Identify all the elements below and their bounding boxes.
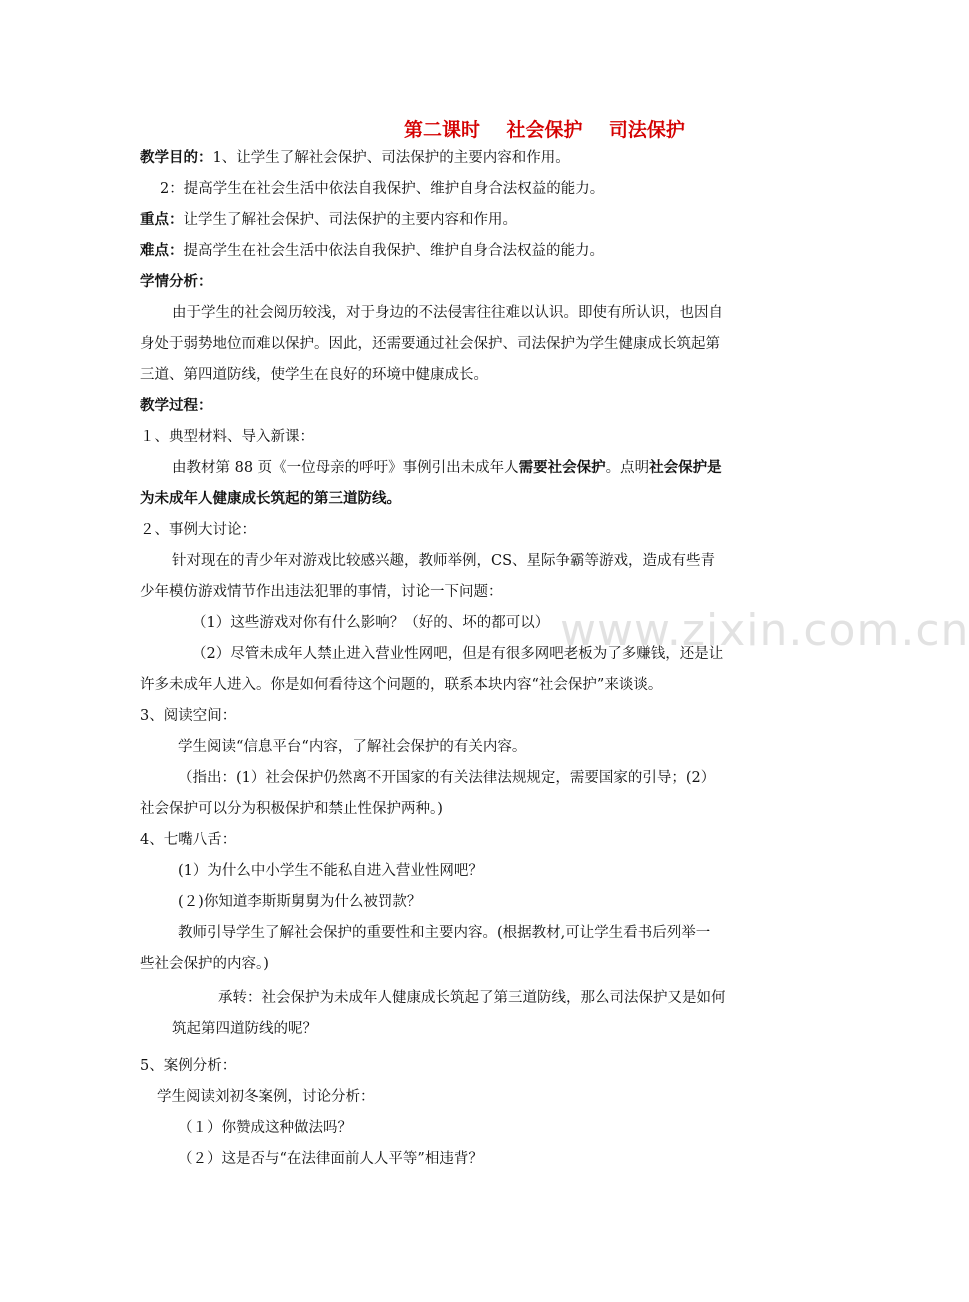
section-4-question-1: (1）为什么中小学生不能私自进入营业性网吧？: [178, 863, 483, 879]
section-1-text-c: 。点明: [605, 460, 650, 476]
section-1-emphasis-b: 社会保护是: [649, 459, 722, 476]
section-3-line: 学生阅读“信息平台“内容，了解社会保护的有关内容。: [178, 739, 527, 755]
difficulty-line: [140, 241, 604, 261]
section-4-transition-cont: 筑起第四道防线的呢？: [172, 1021, 317, 1037]
section-1-conclusion: 为未成年人健康成长筑起的第三道防线。: [140, 490, 401, 507]
section-2-question-2-cont: 许多未成年人进入。你是如何看待这个问题的，联系本块内容“社会保护”来谈谈。: [140, 677, 663, 693]
section-1-heading: １、典型材料、导入新课：: [140, 429, 314, 445]
section-5-question-1: （１）你赞成这种做法吗？: [178, 1120, 352, 1136]
section-4-heading: 4、七嘴八舌：: [140, 832, 237, 848]
section-2-line: 针对现在的青少年对游戏比较感兴趣，教师举例，CS、星际争霸等游戏，造成有些青: [172, 553, 716, 569]
section-2-question-2: （2）尽管未成年人禁止进入营业性网吧，但是有很多网吧老板为了多赚钱，还是让: [192, 646, 724, 662]
section-2-question-1: （1）这些游戏对你有什么影响？（好的、坏的都可以）: [192, 615, 550, 631]
difficulty-label: 难点：: [140, 242, 184, 259]
section-3-note-cont: 社会保护可以分为积极保护和禁止性保护两种。): [140, 801, 443, 817]
section-4-guide-cont: 些社会保护的内容。): [140, 956, 269, 972]
process-heading: 教学过程：: [140, 397, 213, 414]
section-2-heading: ２、事例大讨论：: [140, 522, 256, 538]
page-title: 第二课时 社会保护 司法保护: [404, 119, 685, 141]
teaching-goal-1: 1、让学生了解社会保护、司法保护的主要内容和作用。: [212, 150, 570, 166]
teaching-goal-label: 教学目的：: [140, 149, 213, 166]
analysis-heading: 学情分析：: [140, 273, 213, 290]
analysis-paragraph-line: 身处于弱势地位而难以保护。因此，还需要通过社会保护、司法保护为学生健康成长筑起第: [140, 336, 720, 352]
key-point-line: [140, 210, 517, 230]
section-1-line: [172, 458, 722, 478]
section-4-transition: 承转：社会保护为未成年人健康成长筑起了第三道防线，那么司法保护又是如何: [218, 990, 726, 1006]
key-point-text: 让学生了解社会保护、司法保护的主要内容和作用。: [183, 212, 517, 228]
section-5-line: 学生阅读刘初冬案例，讨论分析：: [157, 1089, 375, 1105]
analysis-paragraph-line: 由于学生的社会阅历较浅，对于身边的不法侵害往往难以认识。即使有所认识，也因自: [172, 305, 723, 321]
difficulty-text: 提高学生在社会生活中依法自我保护、维护自身合法权益的能力。: [183, 243, 604, 259]
teaching-goal-2: 2：提高学生在社会生活中依法自我保护、维护自身合法权益的能力。: [160, 181, 605, 197]
analysis-paragraph-line: 三道、第四道防线，使学生在良好的环境中健康成长。: [140, 367, 488, 383]
teaching-goal-line: [140, 148, 570, 168]
section-1-emphasis-a: 需要社会保护: [518, 459, 606, 476]
section-3-note: （指出：(1）社会保护仍然离不开国家的有关法律法规规定，需要国家的引导；(2）: [178, 770, 716, 786]
watermark: www.zixin.com.cn: [560, 605, 969, 656]
section-1-text-a: 由教材第 88 页《一位母亲的呼吁》事例引出未成年人: [172, 460, 519, 476]
section-3-heading: 3、阅读空间：: [140, 708, 237, 724]
section-5-question-2: （２）这是否与“在法律面前人人平等”相违背？: [178, 1151, 483, 1167]
section-5-heading: 5、案例分析：: [140, 1058, 237, 1074]
key-point-label: 重点：: [140, 211, 184, 228]
section-2-line: 少年模仿游戏情节作出违法犯罪的事情，讨论一下问题：: [140, 584, 503, 600]
section-4-guide: 教师引导学生了解社会保护的重要性和主要内容。(根据教材,可让学生看书后列举一: [178, 925, 711, 941]
section-4-question-2: (２)你知道李斯斯舅舅为什么被罚款？: [178, 894, 422, 910]
